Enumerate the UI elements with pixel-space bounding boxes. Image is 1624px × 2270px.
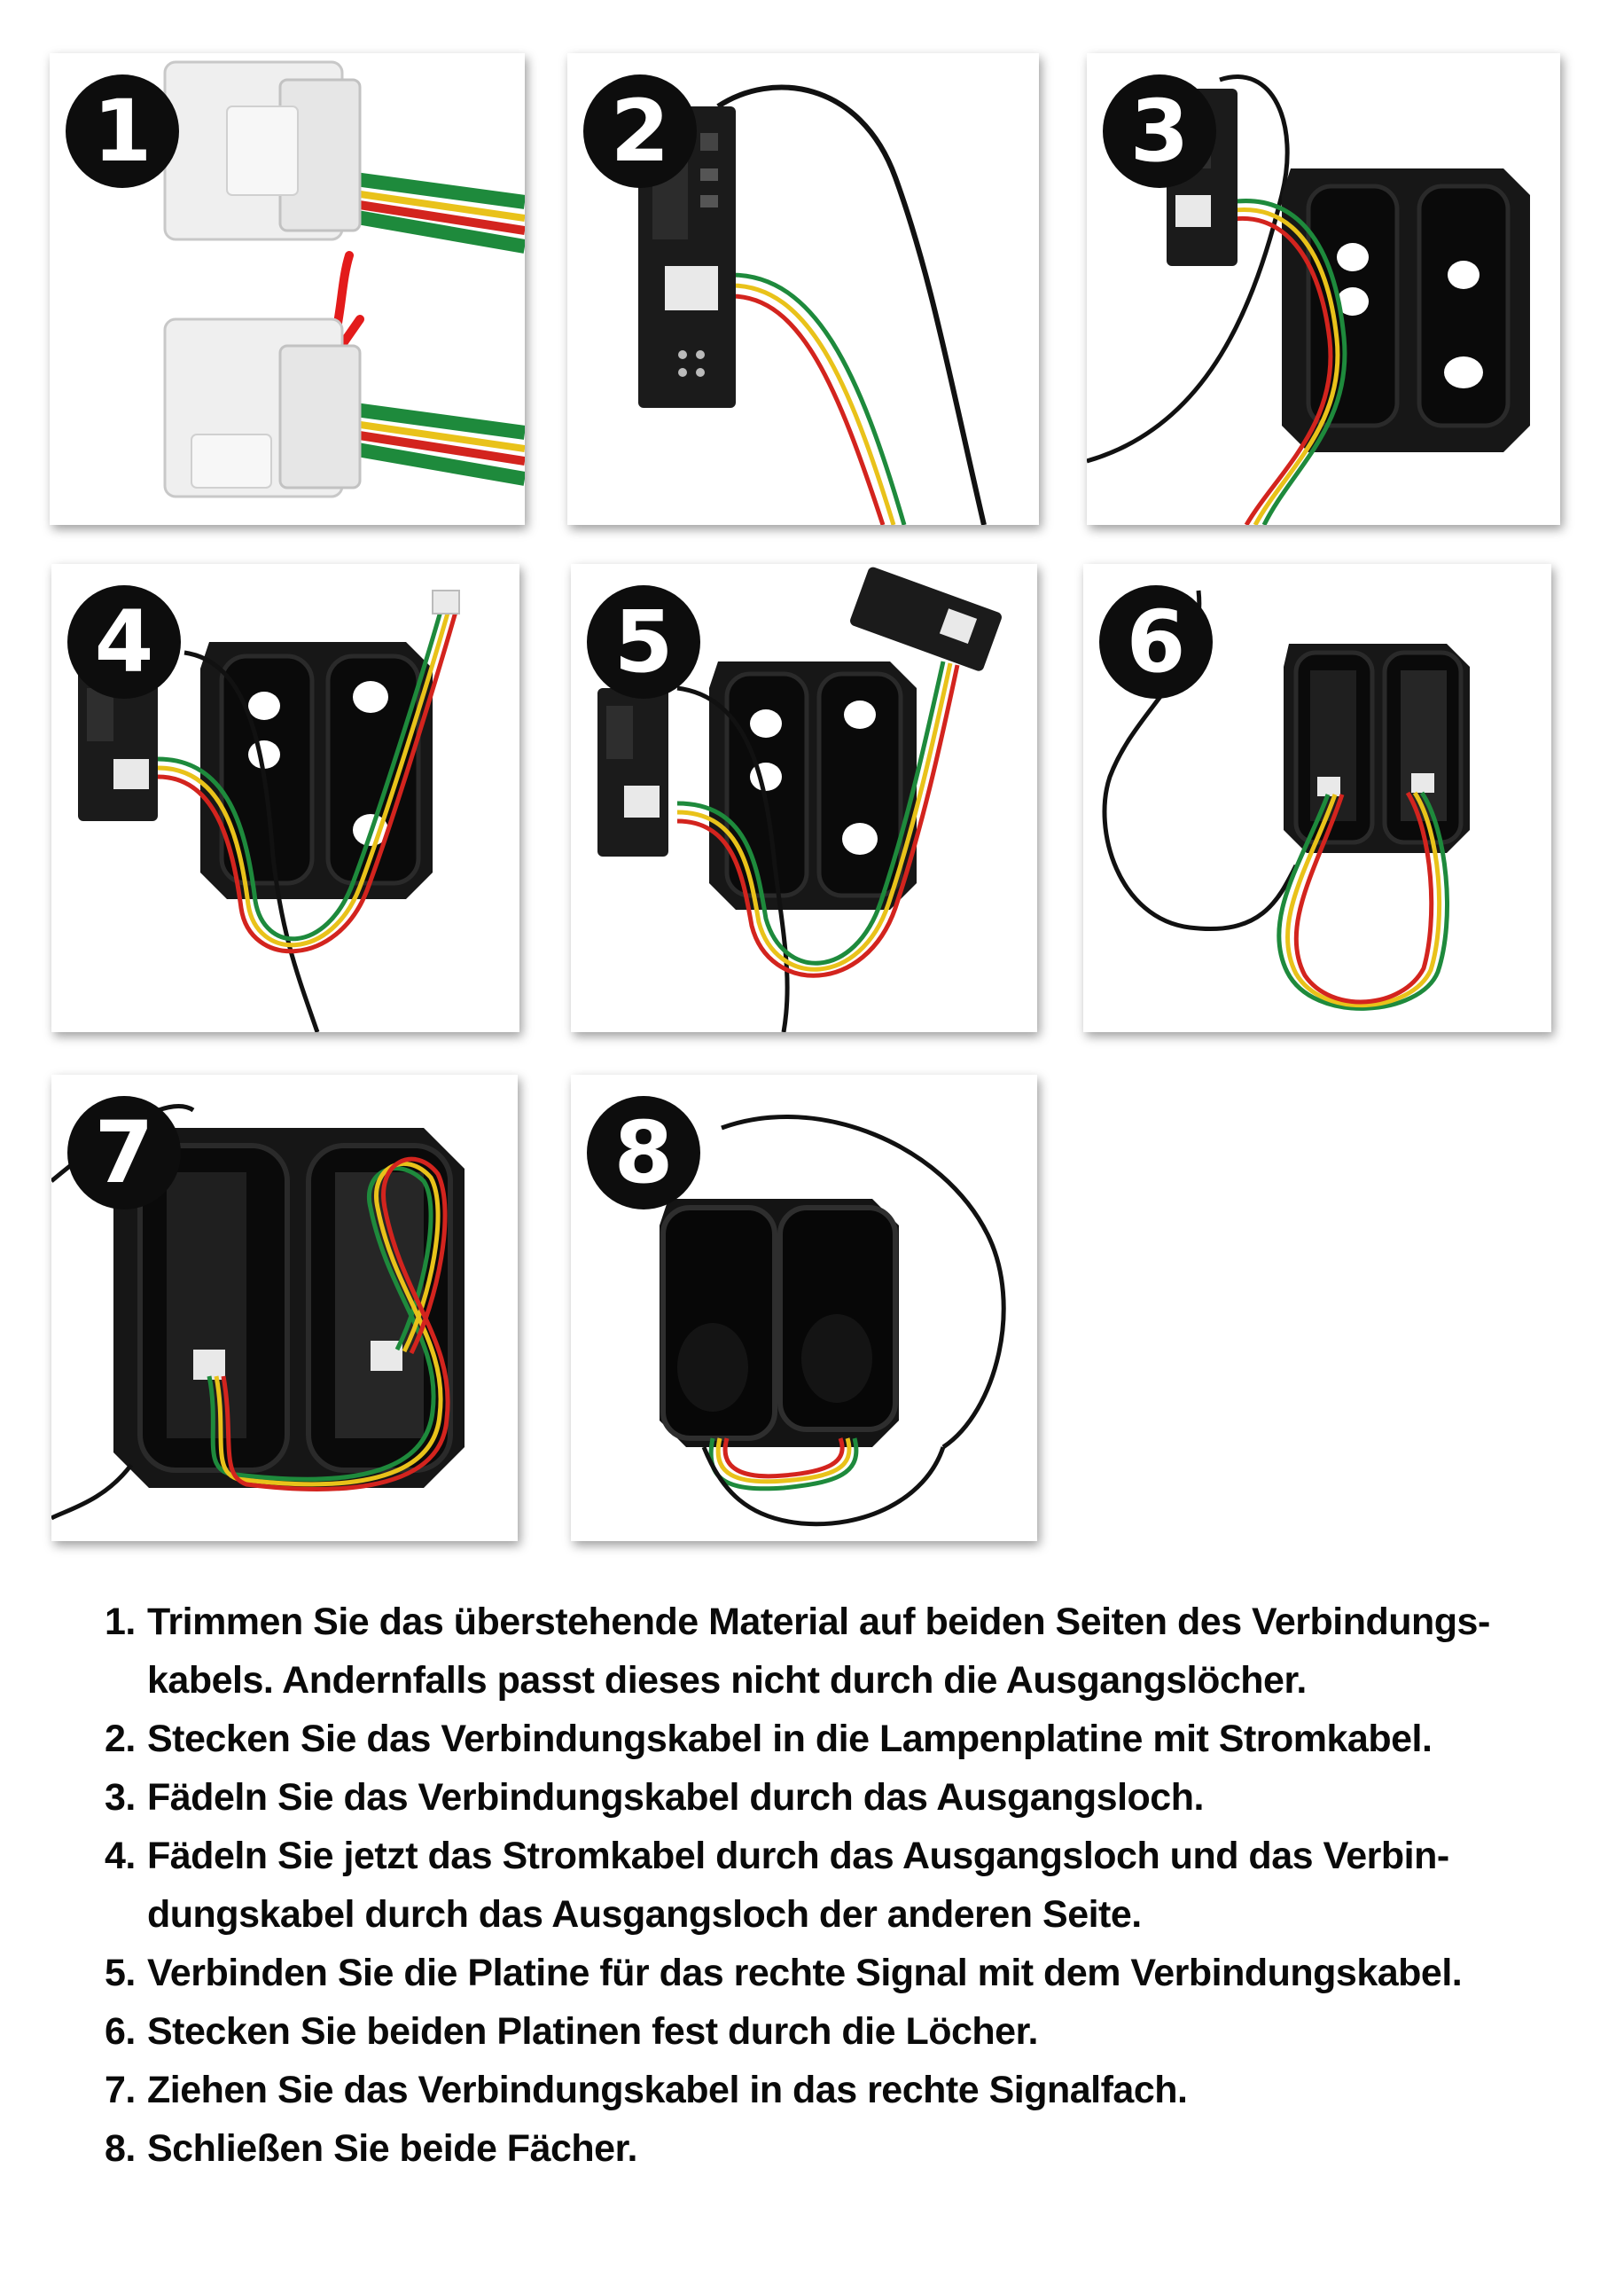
housing-closed (660, 1199, 899, 1447)
step-number-badge: 5 (587, 585, 700, 699)
instruction-text: Fädeln Sie das Verbindungskabel durch das Ausgangsloch. (147, 1776, 1204, 1819)
step-7-photo (51, 1075, 518, 1541)
instruction-item (105, 1768, 1523, 1827)
instruction-number: 6. (105, 2010, 136, 2053)
housing (1284, 644, 1470, 853)
step-number-badge: 7 (67, 1096, 181, 1209)
connector-top (165, 62, 360, 239)
cable-top (342, 177, 525, 247)
lamp-board (597, 688, 668, 857)
step-number-badge: 1 (66, 74, 179, 188)
step-8-photo (571, 1075, 1037, 1541)
instruction-text: Fädeln Sie jetzt das Stromkabel durch das Ausgangsloch und das Verbin- dungskabel durch das Ausgangsloch der anderen Seite. (147, 1835, 1449, 1936)
instruction-number: 5. (105, 1952, 136, 1994)
instruction-text: Ziehen Sie das Verbindungskabel in das rechte Signalfach. (147, 2069, 1188, 2111)
step-number-badge: 8 (587, 1096, 700, 1209)
instructions-list (105, 1593, 1523, 2178)
instruction-item (105, 2119, 1523, 2178)
step-2-photo (567, 53, 1039, 525)
step-number-badge: 3 (1103, 74, 1216, 188)
step-6-photo (1083, 564, 1551, 1032)
cable-bottom (342, 408, 525, 479)
instruction-number: 2. (105, 1718, 136, 1760)
instruction-text: Stecken Sie das Verbindungskabel in die Lampenplatine mit Stromkabel. (147, 1718, 1433, 1760)
instruction-text: Trimmen Sie das überstehende Material auf beiden Seiten des Verbindungs- kabels. Andernfalls passt dieses nicht durch die Ausgangslöcher. (147, 1601, 1490, 1702)
instruction-item (105, 1827, 1523, 1944)
instruction-number: 1. (105, 1601, 136, 1643)
step-1-photo (50, 53, 525, 525)
power-cable (718, 88, 984, 525)
instruction-item (105, 1710, 1523, 1768)
instruction-text: Schließen Sie beide Fächer. (147, 2127, 637, 2170)
instruction-number: 3. (105, 1776, 136, 1819)
step-number-badge: 2 (583, 74, 697, 188)
step-5-photo (571, 564, 1037, 1032)
small-connector (433, 591, 459, 614)
step-number-badge: 4 (67, 585, 181, 699)
step-number-badge: 6 (1099, 585, 1213, 699)
step-4-photo (51, 564, 519, 1032)
instruction-item (105, 2061, 1523, 2119)
instruction-item (105, 1593, 1523, 1710)
connection-cable (731, 275, 904, 525)
instruction-item (105, 2002, 1523, 2061)
instruction-number: 7. (105, 2069, 136, 2111)
right-signal-board (848, 566, 1003, 673)
step-3-photo (1087, 53, 1560, 525)
connector-bottom (165, 319, 360, 497)
instruction-number: 4. (105, 1835, 136, 1877)
instruction-text: Stecken Sie beiden Platinen fest durch die Löcher. (147, 2010, 1038, 2053)
instruction-number: 8. (105, 2127, 136, 2170)
instruction-text: Verbinden Sie die Platine für das rechte Signal mit dem Verbindungskabel. (147, 1952, 1463, 1994)
instruction-item (105, 1944, 1523, 2002)
